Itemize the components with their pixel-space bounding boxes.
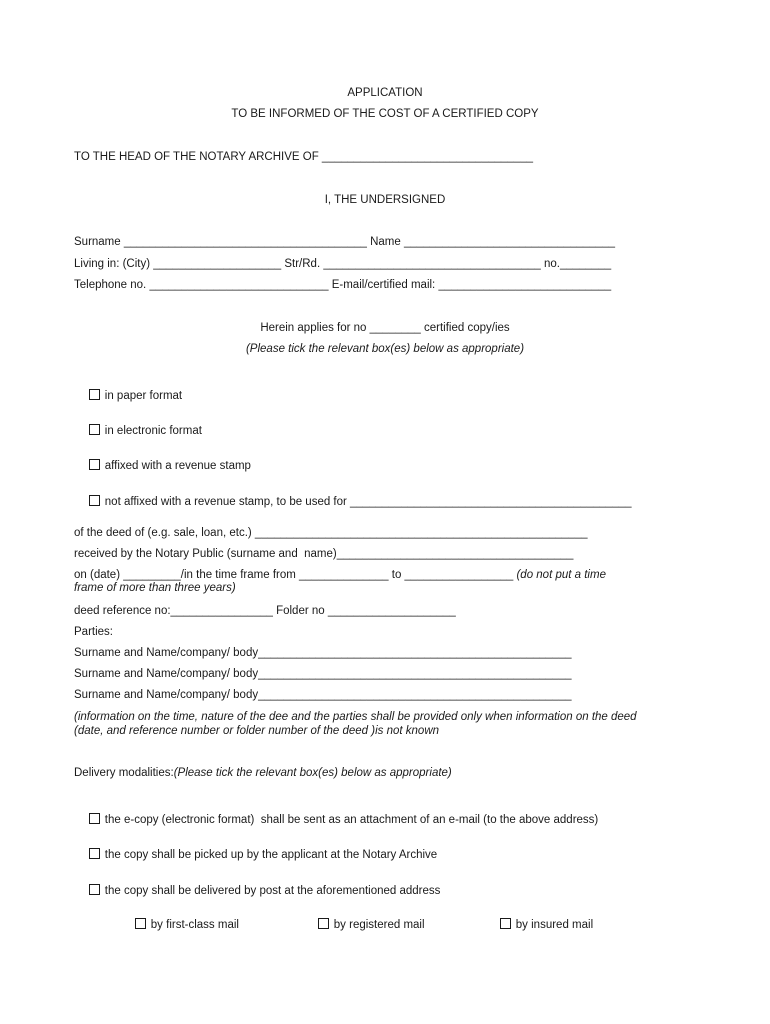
- time-frame-note-cont: frame of more than three years): [74, 582, 236, 594]
- addressee-line: TO THE HEAD OF THE NOTARY ARCHIVE OF _________________________________: [74, 151, 533, 163]
- option-label: in electronic format: [104, 425, 202, 437]
- party-field[interactable]: Surname and Name/company/ body_________________________________________________: [74, 689, 572, 701]
- tick-instruction: (Please tick the relevant box(es) below as appropriate): [245, 343, 525, 355]
- option-label: affixed with a revenue stamp: [104, 460, 251, 472]
- applies-for-field[interactable]: Herein applies for no ________ certified copy/ies: [260, 322, 510, 334]
- checkbox[interactable]: [89, 884, 100, 895]
- option-label: the copy shall be picked up by the applicant at the Notary Archive: [104, 849, 438, 861]
- notary-public-field[interactable]: received by the Notary Public (surname and name)_____________________________________: [74, 548, 574, 560]
- delivery-tick-instruction: (Please tick the relevant box(es) below as appropriate): [173, 767, 452, 779]
- information-note-cont: (date, and reference number or folder number of the deed )is not known: [74, 725, 440, 737]
- checkbox[interactable]: [318, 918, 329, 929]
- checkbox[interactable]: [89, 813, 100, 824]
- delivery-heading: [74, 766, 452, 780]
- option-insured-mail[interactable]: [487, 904, 593, 946]
- option-label: by first-class mail: [150, 919, 239, 931]
- option-no-revenue-stamp[interactable]: [76, 481, 631, 523]
- checkbox[interactable]: [89, 389, 100, 400]
- option-label: the copy shall be delivered by post at the aforementioned address: [104, 885, 441, 897]
- address-field[interactable]: Living in: (City) ____________________ Str/Rd. __________________________________ no.________: [74, 258, 612, 270]
- surname-name-field[interactable]: Surname ______________________________________ Name _________________________________: [74, 236, 616, 248]
- option-label: the e-copy (electronic format) shall be sent as an attachment of an e-mail (to the above address): [104, 814, 599, 826]
- option-label: by registered mail: [333, 919, 425, 931]
- checkbox[interactable]: [89, 848, 100, 859]
- option-label: by insured mail: [515, 919, 594, 931]
- form-subtitle: TO BE INFORMED OF THE COST OF A CERTIFIED COPY: [231, 108, 539, 120]
- checkbox[interactable]: [89, 459, 100, 470]
- information-note: (information on the time, nature of the dee and the parties shall be provided only when information on the deed: [74, 711, 637, 723]
- undersigned-heading: I, THE UNDERSIGNED: [324, 194, 446, 206]
- party-field[interactable]: Surname and Name/company/ body_________________________________________________: [74, 668, 572, 680]
- option-label: in paper format: [104, 390, 183, 402]
- checkbox[interactable]: [89, 495, 100, 506]
- option-registered-mail[interactable]: [305, 904, 425, 946]
- telephone-email-field[interactable]: Telephone no. ____________________________ E-mail/certified mail: ___________________________: [74, 279, 612, 291]
- parties-label: Parties:: [74, 626, 113, 638]
- date-line: on (date) _________/in the time frame from ______________ to _________________: [74, 569, 517, 581]
- checkbox[interactable]: [89, 424, 100, 435]
- option-first-class-mail[interactable]: [122, 904, 239, 946]
- delivery-label: Delivery modalities:: [74, 767, 174, 779]
- time-frame-note: (do not put a time: [516, 569, 606, 581]
- date-field[interactable]: [74, 568, 606, 582]
- form-title: APPLICATION: [347, 87, 423, 99]
- checkbox[interactable]: [500, 918, 511, 929]
- party-field[interactable]: Surname and Name/company/ body_________________________________________________: [74, 647, 572, 659]
- option-label: not affixed with a revenue stamp, to be used for ____________________________________________: [104, 496, 632, 508]
- deed-reference-field[interactable]: deed reference no:________________ Folder no ____________________: [74, 605, 456, 617]
- checkbox[interactable]: [135, 918, 146, 929]
- deed-type-field[interactable]: of the deed of (e.g. sale, loan, etc.) ____________________________________________________: [74, 527, 588, 539]
